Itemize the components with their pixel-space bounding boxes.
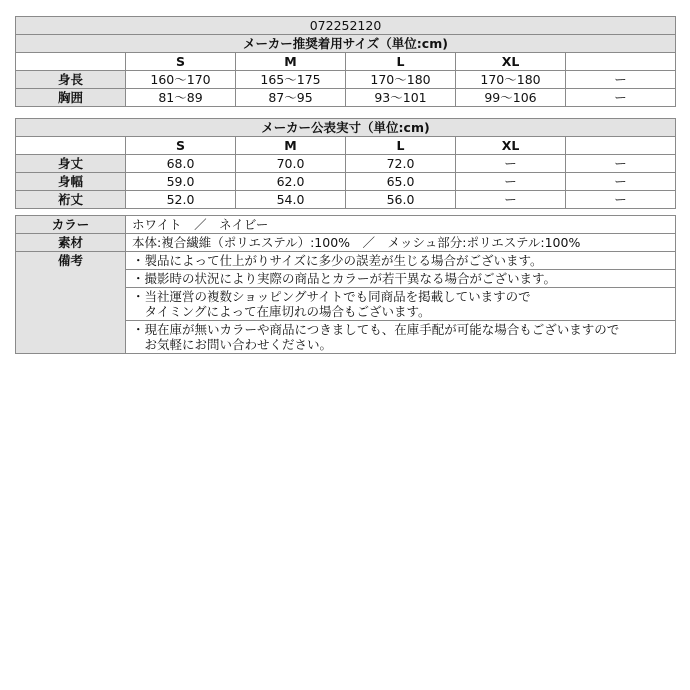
size-header-row — [16, 53, 676, 71]
table-cell: ー — [566, 89, 676, 107]
size-header — [566, 53, 676, 71]
table-cell: 72.0 — [346, 155, 456, 173]
size-header: XL — [456, 137, 566, 155]
table-row — [16, 173, 676, 191]
table-cell: 56.0 — [346, 191, 456, 209]
note-item — [126, 321, 676, 354]
row-label: 身幅 — [16, 173, 126, 191]
table-row — [16, 71, 676, 89]
note-line: ・当社運営の複数ショッピングサイトでも同商品を掲載していますので — [132, 289, 531, 304]
size-header: S — [126, 137, 236, 155]
notes-row-1 — [16, 252, 676, 270]
note-item — [126, 252, 676, 270]
actual-size-table — [15, 118, 676, 209]
table-cell: 170〜180 — [346, 71, 456, 89]
row-label: 身長 — [16, 71, 126, 89]
color-label: カラー — [16, 216, 126, 234]
product-details-table — [15, 215, 676, 354]
note-line: タイミングによって在庫切れの場合もございます。 — [132, 304, 431, 319]
size-header: S — [126, 53, 236, 71]
row-label: 身丈 — [16, 155, 126, 173]
note-line: ・製品によって仕上がりサイズに多少の誤差が生じる場合がございます。 — [132, 253, 543, 268]
row-label: 裄丈 — [16, 191, 126, 209]
blank-cell — [16, 137, 126, 155]
table-cell: ー — [456, 191, 566, 209]
size-header: L — [346, 53, 456, 71]
table-cell: 81〜89 — [126, 89, 236, 107]
table-cell: ー — [566, 71, 676, 89]
table-cell: ー — [566, 173, 676, 191]
blank-cell — [16, 53, 126, 71]
color-value: ホワイト ／ ネイビー — [126, 216, 676, 234]
size-header: L — [346, 137, 456, 155]
table-cell: ー — [456, 155, 566, 173]
table-cell: ー — [566, 155, 676, 173]
table-cell: 68.0 — [126, 155, 236, 173]
material-value: 本体:複合繊維（ポリエステル）:100% ／ メッシュ部分:ポリエステル:100% — [126, 234, 676, 252]
size-header: M — [236, 137, 346, 155]
notes-label: 備考 — [16, 252, 126, 354]
size-header — [566, 137, 676, 155]
table-cell: 93〜101 — [346, 89, 456, 107]
note-item — [126, 288, 676, 321]
table-cell: 87〜95 — [236, 89, 346, 107]
material-label: 素材 — [16, 234, 126, 252]
actual-size-title: メーカー公表実寸（単位:cm) — [16, 119, 676, 137]
table-cell: 62.0 — [236, 173, 346, 191]
table-cell: 160〜170 — [126, 71, 236, 89]
table-cell: 70.0 — [236, 155, 346, 173]
table-cell: 65.0 — [346, 173, 456, 191]
size-header: M — [236, 53, 346, 71]
table-cell: 99〜106 — [456, 89, 566, 107]
product-code: 072252120 — [16, 17, 676, 35]
size-header: XL — [456, 53, 566, 71]
table-cell: ー — [566, 191, 676, 209]
table-cell: 54.0 — [236, 191, 346, 209]
recommended-size-table — [15, 16, 676, 107]
note-line: お気軽にお問い合わせください。 — [132, 337, 333, 352]
table-cell: 165〜175 — [236, 71, 346, 89]
note-line: ・撮影時の状況により実際の商品とカラーが若干異なる場合がございます。 — [132, 271, 557, 286]
size-header-row — [16, 137, 676, 155]
material-row — [16, 234, 676, 252]
recommended-size-title: メーカー推奨着用サイズ（単位:cm) — [16, 35, 676, 53]
table-cell: 52.0 — [126, 191, 236, 209]
note-item — [126, 270, 676, 288]
table-row — [16, 191, 676, 209]
note-line: ・現在庫が無いカラーや商品につきましても、在庫手配が可能な場合もございますので — [132, 322, 620, 337]
table-cell: 59.0 — [126, 173, 236, 191]
table-cell: ー — [456, 173, 566, 191]
table-cell: 170〜180 — [456, 71, 566, 89]
color-row — [16, 216, 676, 234]
row-label: 胸囲 — [16, 89, 126, 107]
table-row — [16, 155, 676, 173]
table-row — [16, 89, 676, 107]
